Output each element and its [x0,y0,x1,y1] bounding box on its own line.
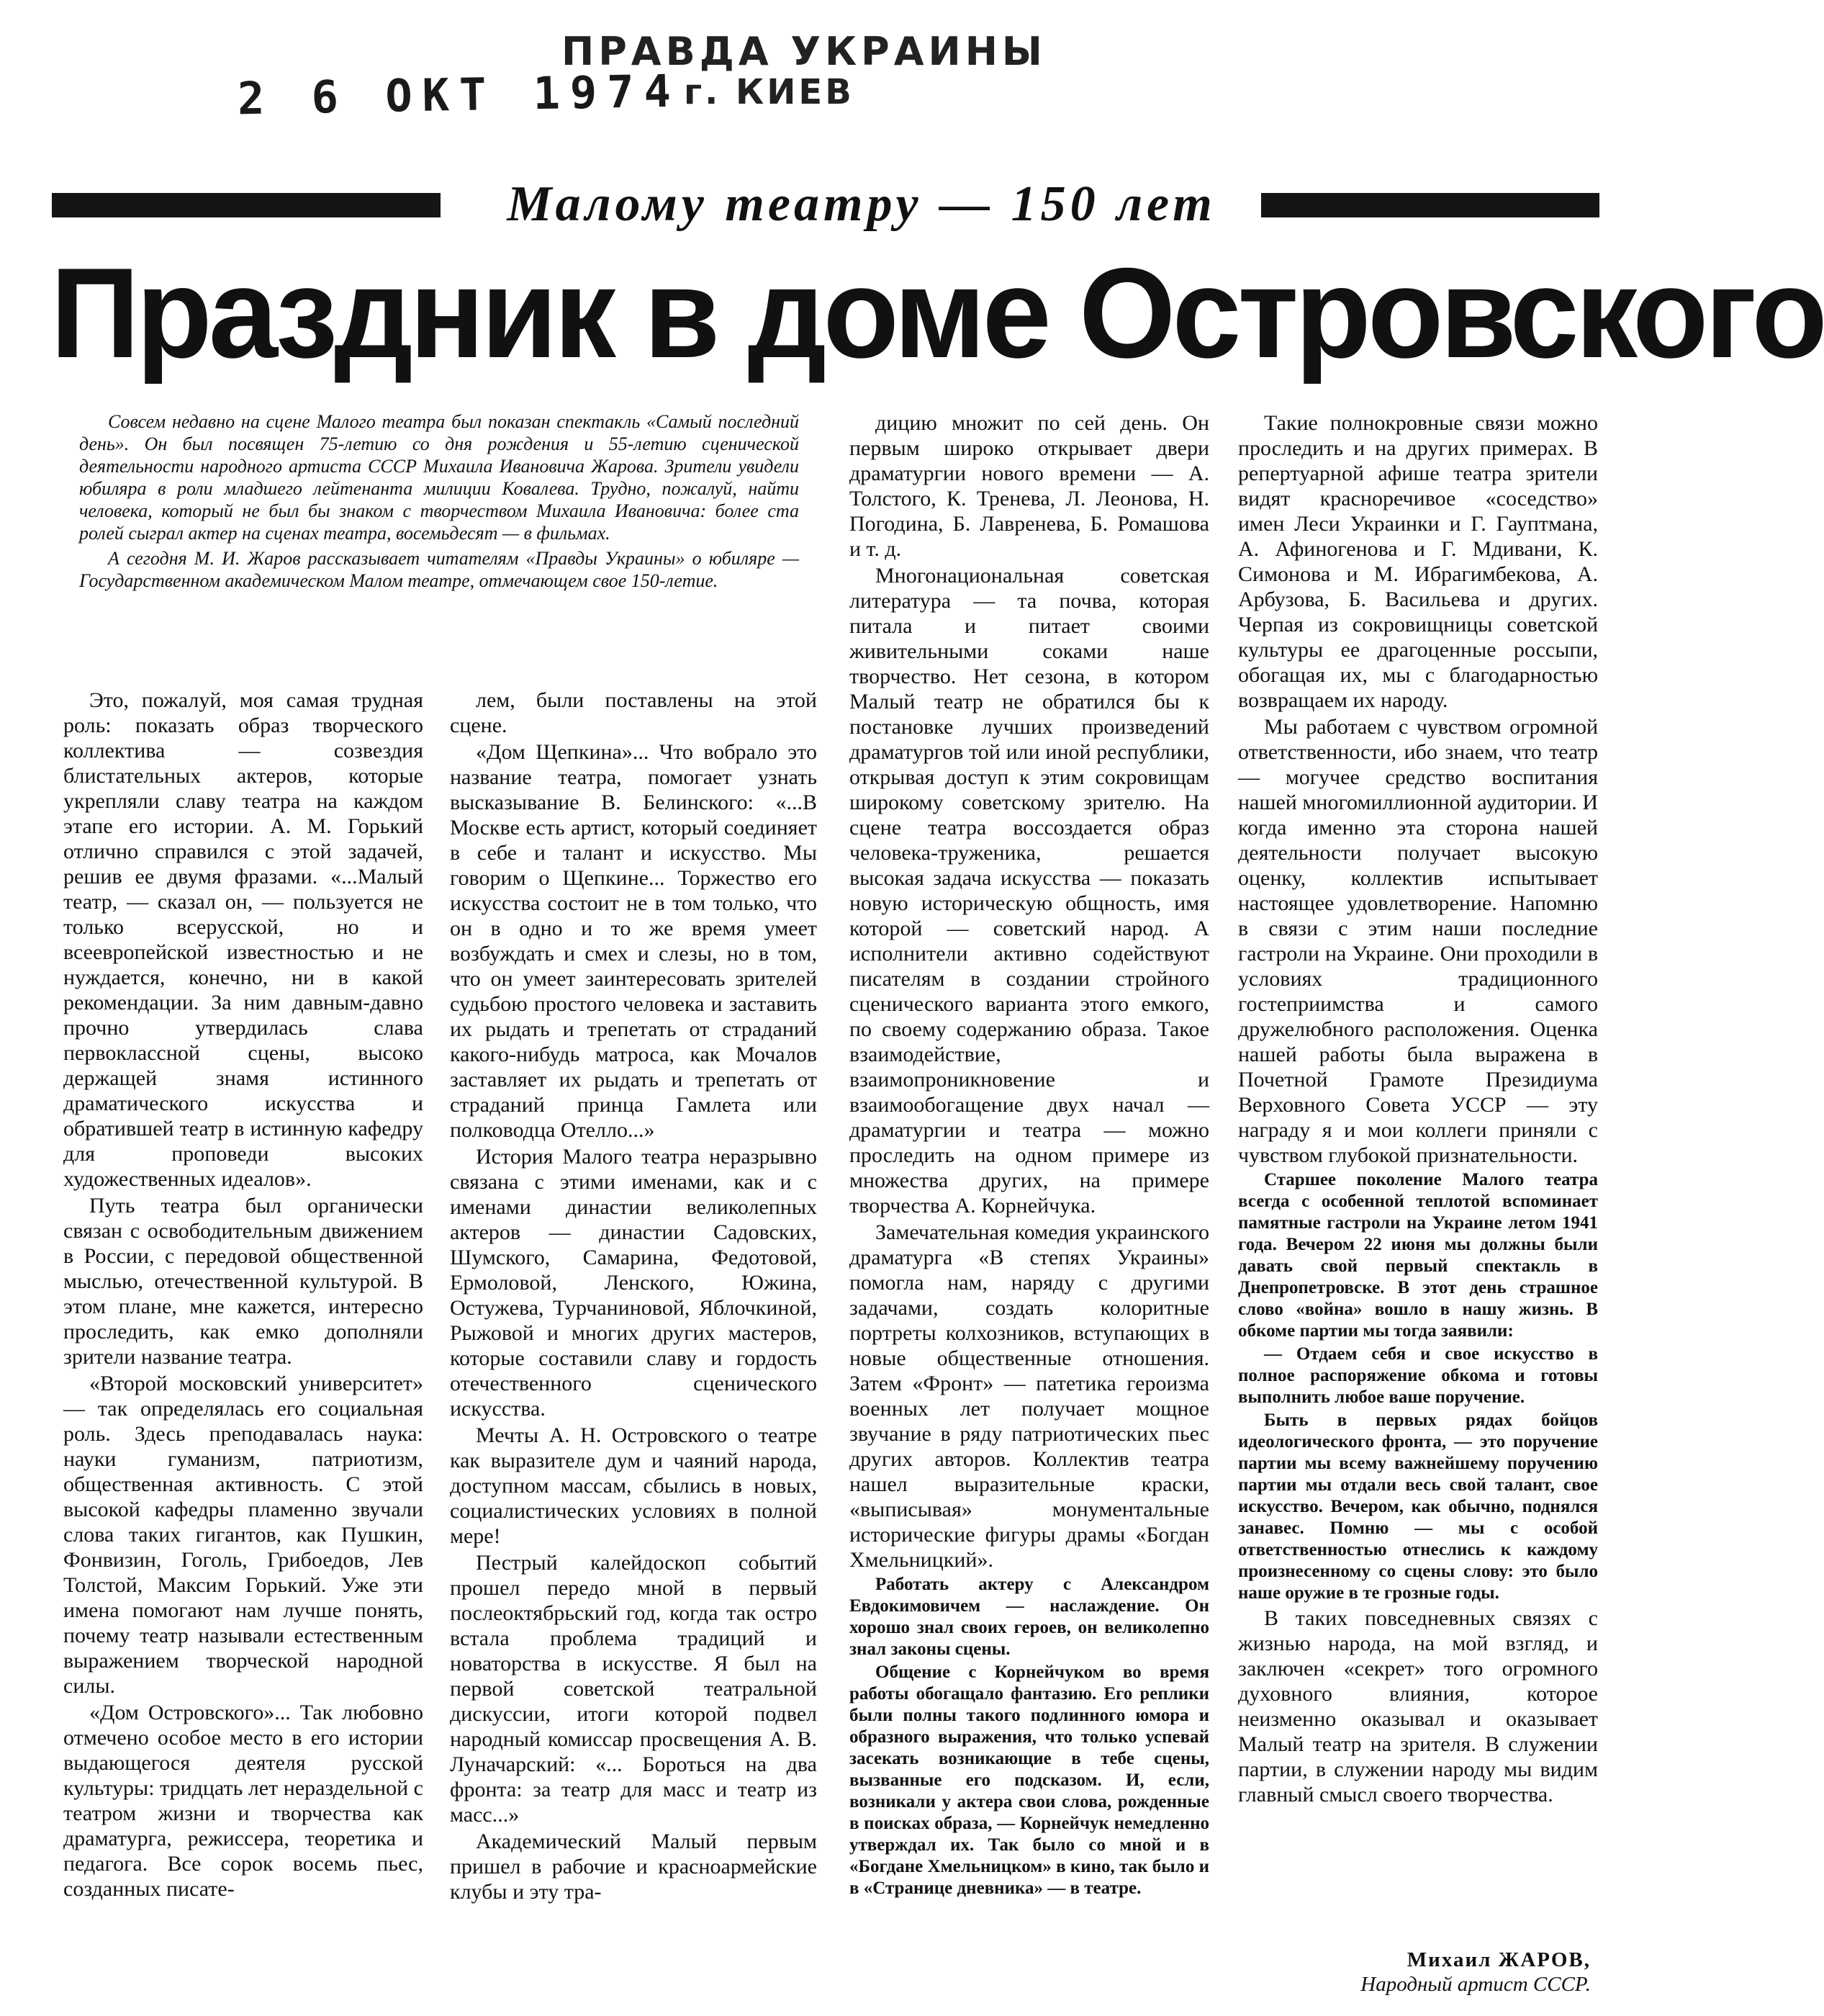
paragraph: дицию множит по сей день. Он первым широко открывает двери драматургии нового времени — А. Толстого, К. Тренева, Л. Леонова, Н. Погодина, Б. Лавренева, Б. Ромашова и т. д. [849,411,1209,561]
paragraph: лем, были поставлены на этой сцене. [450,688,817,737]
paragraph-small: Быть в первых рядах бойцов идеологического фронта, — это поручение партии мы всему важнейшему поручению партии мы отдали весь свой талант, свое искусство. Вечером, как обычно, поднялся занавес. Помню — мы с особой ответственностью отнеслись к каждому произнесенному со сцены слову: это было наше оружие в те грозные годы. [1238,1410,1598,1603]
author-title: Народный артист СССР. [1360,1973,1591,1996]
paragraph: Путь театра был органически связан с освободительным движением в России, с передовой общественной мыслью, отечественной культурой. В этом плане, мне кажется, интересно проследить, как емко дополняли зрители название театра. [63,1194,423,1369]
paragraph-small: Общение с Корнейчуком во время работы обогащало фантазию. Его реплики были полны такого подлинного юмора и образного выражения, что только успевай засекать возникающие в тебе сцены, вызванные его подсказом. И, если, возникали у актера свои слова, рожденные в поисках образа, — Корнейчук немедленно утверждал их. Так было со мной и в «Богдане Хмельницком» в кино, так было и в «Странице дневника» — в театре. [849,1662,1209,1898]
paragraph: Такие полнокровные связи можно проследить и на других примерах. В репертуарной афише театра зрители видят красноречивое «соседство» имен Леси Украинки и Г. Гауптмана, А. Афиногенова и Г. Мдивани, К. Симонова и М. Ибрагимбекова, А. Арбузова, Б. Васильева и других. Черпая из сокровищницы советской культуры ее драгоценные россыпи, обогащая их, мы с благодарностью возвращаем их народу. [1238,411,1598,712]
paragraph-small: Работать актеру с Александром Евдокимовичем — наслаждение. Он хорошо знал своих героев, он великолепно знал законы сцены. [849,1575,1209,1659]
headline: Праздник в доме Островского [50,241,1824,384]
paragraph: Замечательная комедия украинского драматурга «В степях Украины» помогла нам, наряду с другими задачами, создать колоритные портреты колхозников, вступающих в новые общественные отношения. Затем «Фронт» — патетика героизма военных лет получает мощное звучание в ряду патриотических пьес других авторов. Коллектив театра нашел выразительные краски, «выписывая» монументальные исторические фигуры драмы «Богдан Хмельницкий». [849,1220,1209,1572]
paragraph: «Дом Щепкина»... Что вобрало это название театра, помогает узнать высказывание В. Белинского: «...В Москве есть артист, который соединяет в себе и талант и искусство. Мы говорим о Щепкине... Торжество его искусства состоит не в том только, что он в одно и то же время умеет возбуждать и смех и слезы, но в том, что он умеет заинтересовать зрителей судьбою простого человека и заставить их рыдать и трепетать от страданий какого-нибудь матроса, как Мочалов заставляет их рыдать и трепетать от страданий принца Гамлета или полководца Отелло...» [450,740,817,1142]
kicker-row [52,176,1599,238]
intro-paragraph: Совсем недавно на сцене Малого театра был показан спектакль «Самый последний день». Он был посвящен 75-летию со дня рождения и 55-летию сценической деятельности народного артиста СССР Михаила Ивановича Жарова. Зрители увидели юбиляра в роли младшего лейтенанта милиции Ковалева. Трудно, пожалуй, найти человека, который не был бы знаком с творчеством Михаила Ивановича: более ста ролей сыграл актер на сценах театра, восемьдесят — в фильмах. [79,411,799,544]
paragraph: «Дом Островского»... Так любовно отмечено особое место в его истории выдающегося деятеля русской культуры: тридцать лет нераздельной с театром жизни и творчества как драматурга, режиссера, теоретика и педагога. Все сорок восемь пьес, созданных писате- [63,1701,423,1901]
column-1 [63,688,423,1903]
stamp-city: г. КИЕВ [684,72,854,112]
author-name: Михаил ЖАРОВ, [1407,1948,1591,1971]
stamp-newspaper-name: ПРАВДА УКРАИНЫ [561,29,1047,74]
column-2 [450,688,817,1906]
paragraph-small: — Отдаем себя и свое искусство в полное распоряжение обкома и готовы выполнить любое ваше поручение. [1238,1344,1598,1407]
paragraph: В таких повседневных связях с жизнью народа, на мой взгляд, и заключен «секрет» того огромного духовного влияния, которое неизменно оказывал и оказывает Малый театр на зрителя. В служении партии, в служении народу мы видим главный смысл своего творчества. [1238,1606,1598,1806]
paragraph: Академический Малый первым пришел в рабочие и красноармейские клубы и эту тра- [450,1830,817,1904]
stamp-date: 2 6 ОКТ 1974 [237,64,682,125]
kicker-bar-right [1261,193,1599,217]
paragraph: Мы работаем с чувством огромной ответственности, ибо знаем, что театр — могучее средство воспитания нашей многомиллионной аудитории. И когда именно эта сторона нашей деятельности получает высокую оценку, коллектив испытывает настоящее удовлетворение. Напомню в связи с этим наши последние гастроли на Украине. Они проходили в условиях традиционного гостеприимства и самого дружелюбного расположения. Оценка нашей работы была выражена в Почетной Грамоте Президиума Верховного Совета УССР — эту награду я и мои коллеги приняли с чувством глубокой признательности. [1238,715,1598,1167]
paragraph: Многонациональная советская литература — та почва, которая питала и питает своими живительными соками наше творчество. Нет сезона, в котором Малый театр не обратился бы к постановке лучших произведений драматургов той или иной республики, открывая доступ к этим сокровищам широкому советскому зрителю. На сцене театра воссоздается образ человека-труженика, решается высокая задача искусства — показать новую историческую общность, имя которой — советский народ. А исполнители активно содействуют писателям в создании стройного сценического варианта этого емкого, по своему содержанию образа. Такое взаимодействие, взаимопроникновение и взаимообогащение двух начал — драматургии и театра — можно проследить на одном примере из множества других, на примере творчества А. Корнейчука. [849,564,1209,1218]
kicker-text: Малому театру — 150 лет [507,176,1216,232]
paragraph: Это, пожалуй, моя самая трудная роль: показать образ творческого коллектива — созвездия блистательных актеров, которые укрепляли славу театра на каждом этапе его истории. А. М. Горький отлично справился с этой задачей, решив ее двумя фразами. «...Малый театр, — сказал он, — пользуется не только всерусской, но и всеевропейской известностью и не нуждается, конечно, ни в какой рекомендации. За ним давным-давно прочно утвердилась слава первоклассной сцены, высоко держащей знамя истинного драматического искусства и обратившей театр в истинную кафедру для проповеди высоких художественных идеалов». [63,688,423,1191]
column-4 [1238,410,1598,1809]
paragraph: «Второй московский университет» — так определялась его социальная роль. Здесь преподавалась наука: науки гуманизм, патриотизм, общественная активность. С этой высокой кафедры пламенно звучали слова таких гигантов, как Пушкин, Фонвизин, Гоголь, Грибоедов, Лев Толстой, Максим Горький. Уже эти имена помогают нам лучше понять, почему театр называли естественным выражением творческой народной силы. [63,1372,423,1698]
paragraph: Пестрый калейдоскоп событий прошел передо мной в первый послеоктябрьский год, когда так остро встала проблема традиций и новаторства в искусстве. Я был на первой советской театральной дискуссии, итоги которой подвел народный комиссар просвещения А. В. Луначарский: «... Бороться на два фронта: за театр для масс и театр из масс...» [450,1551,817,1827]
signature [1274,1948,1591,1997]
column-3 [849,410,1209,1901]
kicker-bar-left [52,193,441,217]
intro [79,410,799,595]
intro-paragraph: А сегодня М. И. Жаров рассказывает читателям «Правды Украины» о юбиляре — Государственном академическом Малом театре, отмечающем свое 150-летие. [79,548,799,591]
paragraph: Мечты А. Н. Островского о театре как выразителе дум и чаяний народа, доступном массам, сбылись в новых, социалистических условиях в полной мере! [450,1423,817,1548]
paragraph-small: Старшее поколение Малого театра всегда с особенной теплотой вспоминает памятные гастроли на Украине летом 1941 года. Вечером 22 июня мы должны были давать свой первый спектакль в Днепропетровске. В этот день страшное слово «война» вошло в нашу жизнь. В обкоме партии мы тогда заявили: [1238,1170,1598,1341]
paragraph: История Малого театра неразрывно связана с этими именами, как и с именами династии великолепных актеров — династии Садовских, Шумского, Самарина, Федотовой, Ермоловой, Ленского, Южина, Остужева, Турчаниновой, Яблочкиной, Рыжовой и многих других мастеров, которые составили славу и гордость отечественного сценического искусства. [450,1145,817,1421]
